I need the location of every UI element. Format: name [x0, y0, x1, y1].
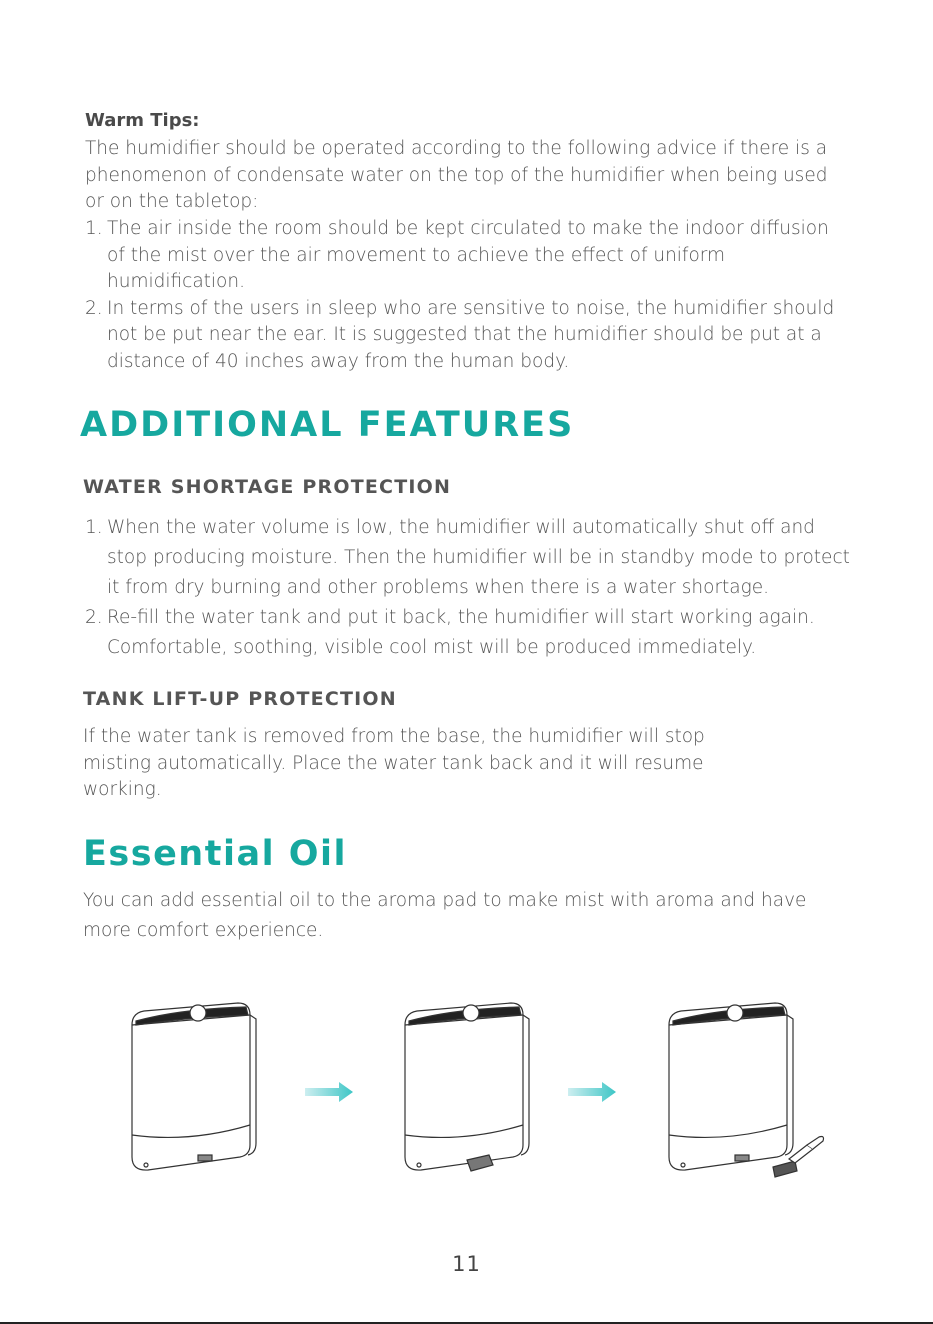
list-item [85, 513, 850, 603]
water-shortage-list [85, 513, 850, 663]
warm-tips-title: Warm Tips: [85, 110, 200, 131]
essential-oil-heading: Essential Oil [83, 834, 348, 874]
water-shortage-heading: WATER SHORTAGE PROTECTION [83, 476, 452, 498]
warm-tips-intro: The humidifier should be operated according to the following advice if there is a phenomenon of condensate water on the top of the humidifier when being used or on the tabletop: [85, 138, 828, 212]
list-number: 2. [85, 297, 103, 319]
list-number: 1. [85, 218, 103, 239]
tank-lift-text: If the water tank is removed from the base, the humidifier will stop misting automatically. Place the water tank back and it will resume working. [83, 726, 705, 800]
humidifier-closed-illustration [120, 995, 270, 1175]
list-text: When the water volume is low, the humidifier will automatically shut off and stop producing moisture. Then the humidifier will be in standby mode to protect it from dry burning and other problems when there is a water shortage. [107, 517, 850, 598]
warm-tips-list [85, 216, 845, 375]
page-number: 11 [452, 1252, 481, 1276]
list-item [85, 296, 845, 376]
list-number: 1. [85, 517, 103, 538]
humidifier-add-oil-illustration [657, 995, 832, 1185]
list-item [85, 216, 845, 296]
arrow-right-icon [568, 1081, 618, 1103]
tank-lift-heading: TANK LIFT-UP PROTECTION [83, 688, 397, 710]
essential-oil-text: You can add essential oil to the aroma pad to make mist with aroma and have more comfort experience. [83, 890, 807, 941]
list-item [85, 603, 850, 663]
list-text: The air inside the room should be kept circulated to make the indoor diffusion of the mist over the air movement to achieve the effect of uniform humidification. [107, 218, 829, 292]
arrow-right-icon [305, 1081, 355, 1103]
humidifier-pad-out-illustration [393, 995, 543, 1175]
list-text: Re-fill the water tank and put it back, the humidifier will start working again. Comfortable, soothing, visible cool mist will be produced immediately. [107, 607, 815, 658]
list-number: 2. [85, 607, 103, 628]
list-text: In terms of the users in sleep who are sensitive to noise, the humidifier should not be put near the ear. It is suggested that the humidifier should be put at a distance of 40 inches away from the human body. [107, 297, 835, 372]
additional-features-heading: ADDITIONAL FEATURES [80, 405, 575, 445]
